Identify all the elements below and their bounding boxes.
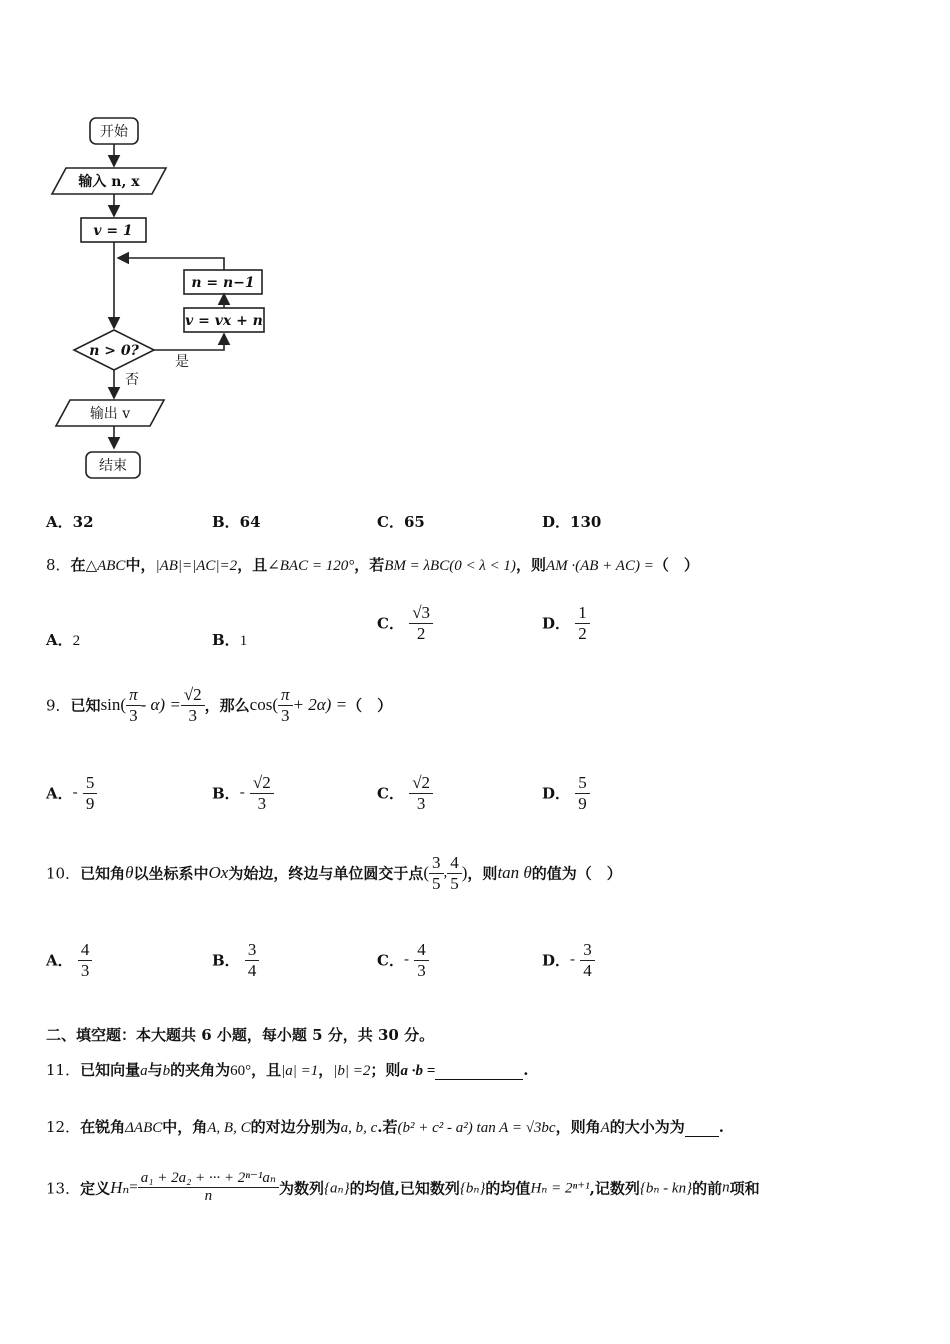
q8-cond2: ∠BAC = 120° [267,558,355,574]
q11-answer-blank[interactable] [435,1061,523,1080]
q8-expr: AM ·(AB + AC) = [545,558,654,574]
q7-option-d: D．130 [542,513,602,531]
flow-input-label: 输入 n, x [78,174,140,190]
q9-option-b: B．- $\frac{√2}{3}$ [212,773,274,813]
flow-yes-label: 是 [175,354,189,370]
q9-option-a: A．- $\frac{5}{9}$ [46,773,97,813]
q8-number: 8． [46,556,71,574]
q9-option-d: D． $\frac{5}{9}$ [542,773,590,813]
flow-no-label: 否 [125,372,139,388]
q8-option-a: A．2 [46,631,81,649]
q10-option-b: B． $\frac{3}{4}$ [212,940,259,980]
q7-option-b: B．64 [212,513,261,531]
flow-end-label: 结束 [99,458,127,474]
q8-triangle: △ABC [85,558,126,574]
q7-option-a: A．32 [46,513,94,531]
q8-cond3: BM = λBC(0 < λ < 1) [384,558,516,574]
q8-d-fraction: $\frac{1}{2}$ [575,603,590,643]
q8-c-fraction: $\frac{√3}{2}$ [409,603,433,643]
q7-option-c: C．65 [377,513,425,531]
q10-option-d: D．- $\frac{3}{4}$ [542,940,595,980]
flow-decision-label: n > 0? [89,343,139,359]
q9-pi-over-3-b: $\frac{\pi}{3}$ [278,685,293,725]
flow-update-v-label: v = vx + n [185,313,263,329]
q12-answer-blank[interactable] [685,1118,719,1137]
q8-option-b: B．1 [212,631,248,649]
question-11: 11．已知向量a与b的夹角为60°，且|a| =1，|b| =2；则a ·b = . [46,1061,529,1079]
q8-option-d: D． $\frac{1}{2}$ [542,603,590,643]
q9-rhs: $\frac{√2}{3}$ [181,685,205,725]
question-9: 9．已知sin( $\frac{\pi}{3}$ - α) = $\frac{√2}{3}$ ，那么cos( $\frac{\pi}{3}$ + 2α) =（ ） [46,685,393,725]
q10-option-c: C．- $\frac{4}{3}$ [377,940,429,980]
flow-start-label: 开始 [100,124,128,140]
question-12: 12．在锐角ΔABC中，角A, B, C的对边分别为a, b, c.若(b² + c² - a²) tan A = √3bc，则角A的大小为为 . [46,1118,725,1136]
question-8: 8．在△ABC中，|AB|=|AC|=2，且∠BAC = 120°，若BM = λBC(0 < λ < 1)，则AM ·(AB + AC) =（ ） [46,556,699,574]
flowchart [40,108,290,488]
flow-init-label: v = 1 [93,223,133,239]
q8-option-c: C． $\frac{√3}{2}$ [377,603,433,643]
q13-mean-fraction: $\frac{\text{a₁ + 2a₂ + ··· + 2ⁿ⁻¹aₙ}}{n}$ [138,1170,279,1206]
q9-option-c: C． $\frac{√2}{3}$ [377,773,433,813]
q9-pi-over-3-a: $\frac{\pi}{3}$ [126,685,141,725]
q8-paren: （ ） [653,556,699,574]
q10-option-a: A． $\frac{4}{3}$ [46,940,92,980]
section-heading-fill-in: 二、填空题：本大题共 6 小题，每小题 5 分，共 30 分。 [46,1026,435,1044]
q8-cond1: |AB|=|AC|=2 [155,558,238,574]
question-13: 13．定义Hₙ= $\frac{\text{a₁ + 2a₂ + ··· + 2ⁿ⁻¹aₙ}}{n}$ 为数列{aₙ}的均值,已知数列{bₙ}的均值Hₙ = 2ⁿ⁺¹,记数列{bₙ - kn}的前n项和 [46,1170,760,1205]
question-10: 10．已知角θ以坐标系中Ox为始边，终边与单位圆交于点( $\frac{3}{5}$ , $\frac{4}{5}$ )，则tan θ的值为（ ） [46,853,622,893]
flow-output-label: 输出 v [89,406,131,422]
flow-update-n-label: n = n−1 [191,275,255,291]
